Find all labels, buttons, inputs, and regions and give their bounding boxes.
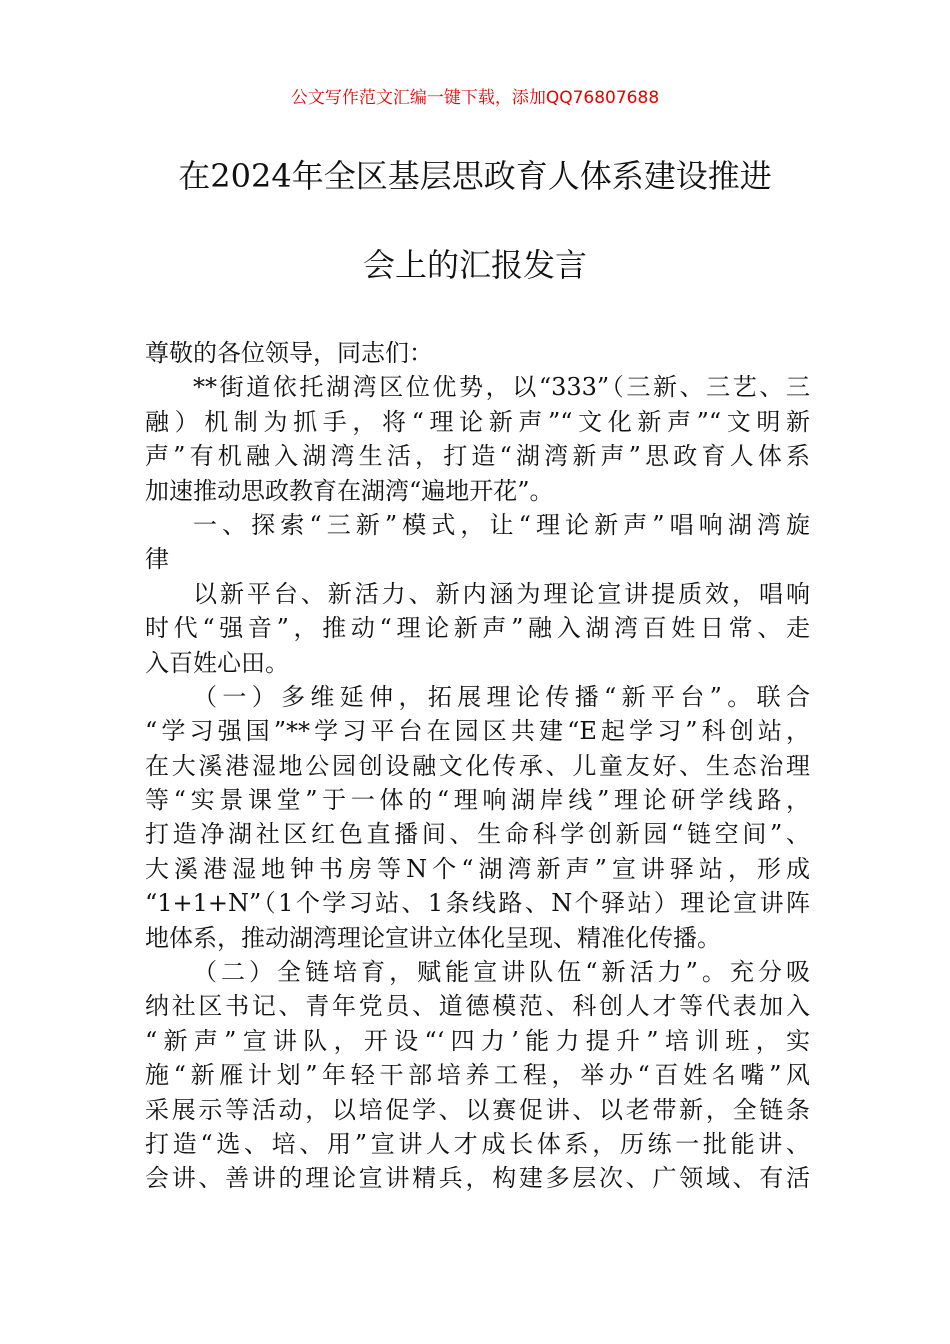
paragraph-line: 打造净湖社区红色直播间、生命科学创新园“链空间”、 [145,820,810,849]
paragraph-line: 在大溪港湿地公园创设融文化传承、儿童友好、生态治理 [145,751,810,780]
paragraph-line: “学习强国”**学习平台在园区共建“E起学习”科创站， [145,717,810,746]
paragraph-line: 打造“选、培、用”宣讲人才成长体系，历练一批能讲、 [145,1129,810,1158]
paragraph-line: 时代“强音”，推动“理论新声”融入湖湾百姓日常、走 [145,614,810,643]
paragraph-line: 地体系，推动湖湾理论宣讲立体化呈现、精准化传播。 [145,923,721,952]
document-body [145,336,810,1196]
paragraph-line: 采展示等活动，以培促学、以赛促讲、以老带新，全链条 [145,1095,810,1124]
paragraph-line: 大溪港湿地钟书房等N个“湖湾新声”宣讲驿站，形成 [145,854,810,883]
paragraph-line: 融）机制为抓手，将“理论新声”“文化新声”“文明新 [145,407,810,436]
paragraph-line: 施“新雁计划”年轻干部培养工程，举办“百姓名嘴”风 [145,1061,810,1090]
section-heading-line: 律 [145,545,169,574]
watermark-banner: 公文写作范文汇编一键下载，添加QQ76807688 [290,88,660,108]
salutation: 尊敬的各位领导，同志们： [145,339,433,367]
document-title-line-2: 会上的汇报发言 [362,246,587,284]
paragraph-line: （二）全链培育，赋能宣讲队伍“新活力”。充分吸 [193,958,810,987]
paragraph-line: 纳社区书记、青年党员、道德模范、科创人才等代表加入 [145,992,810,1021]
paragraph-line: 等“实景课堂”于一体的“理响湖岸线”理论研学线路， [145,786,810,815]
section-heading-line: 一、探索“三新”模式，让“理论新声”唱响湖湾旋 [193,510,810,539]
paragraph-line: 会讲、善讲的理论宣讲精兵，构建多层次、广领域、有活 [145,1164,810,1193]
paragraph-line: “1+1+N”（1个学习站、1条线路、N个驿站）理论宣讲阵 [145,889,810,918]
document-title-line-1: 在2024年全区基层思政育人体系建设推进 [178,157,772,195]
paragraph-line: 以新平台、新活力、新内涵为理论宣讲提质效，唱响 [193,579,810,608]
paragraph-line: 加速推动思政教育在湖湾“遍地开花”。 [145,476,554,505]
paragraph-line: 声”有机融入湖湾生活，打造“湖湾新声”思政育人体系 [145,442,810,471]
paragraph-line: “新声”宣讲队，开设“‘四力’能力提升”培训班，实 [145,1026,810,1055]
paragraph-line: **街道依托湖湾区位优势，以“333”（三新、三艺、三 [193,373,810,402]
paragraph-line: 入百姓心田。 [145,648,289,677]
paragraph-line: （一）多维延伸，拓展理论传播“新平台”。联合 [193,682,810,711]
